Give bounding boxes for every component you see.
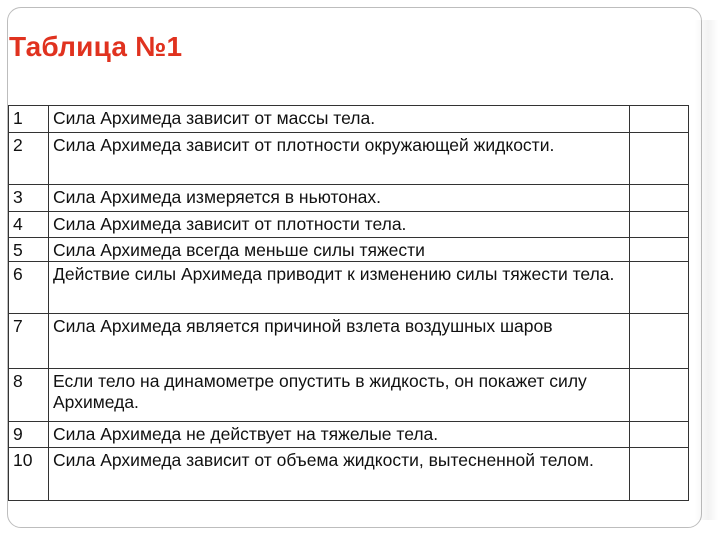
row-number: 10 (9, 448, 49, 501)
table-row (9, 262, 689, 314)
row-number: 3 (9, 185, 49, 212)
answer-cell[interactable] (630, 262, 689, 314)
table-row (9, 369, 689, 422)
answer-cell[interactable] (630, 133, 689, 185)
row-number: 4 (9, 212, 49, 238)
statement-text: Сила Архимеда зависит от объема жидкости, вытесненной телом. (49, 448, 630, 501)
statement-text: Сила Архимеда измеряется в ньютонах. (49, 185, 630, 212)
table-row (9, 133, 689, 185)
statement-text: Сила Архимеда является причиной взлета воздушных шаров (49, 314, 630, 369)
page-title: Таблица №1 (9, 31, 183, 62)
row-number: 5 (9, 238, 49, 262)
statement-text: Действие силы Архимеда приводит к изменению силы тяжести тела. (49, 262, 630, 314)
row-number: 2 (9, 133, 49, 185)
row-number: 9 (9, 422, 49, 448)
statement-text: Сила Архимеда зависит от плотности окружающей жидкости. (49, 133, 630, 185)
statement-text: Сила Архимеда не действует на тяжелые тела. (49, 422, 630, 448)
answer-cell[interactable] (630, 185, 689, 212)
statement-text: Если тело на динамометре опустить в жидкость, он покажет силу Архимеда. (49, 369, 630, 422)
answer-cell[interactable] (630, 106, 689, 133)
answer-cell[interactable] (630, 448, 689, 501)
row-number: 8 (9, 369, 49, 422)
statements-table (8, 105, 689, 501)
table-row (9, 422, 689, 448)
table-row (9, 106, 689, 133)
row-number: 7 (9, 314, 49, 369)
answer-cell[interactable] (630, 238, 689, 262)
table-row (9, 448, 689, 501)
statement-text: Сила Архимеда зависит от плотности тела. (49, 212, 630, 238)
table-row (9, 212, 689, 238)
table-row (9, 238, 689, 262)
answer-cell[interactable] (630, 422, 689, 448)
statement-text: Сила Архимеда всегда меньше силы тяжести (49, 238, 630, 262)
answer-cell[interactable] (630, 369, 689, 422)
answer-cell[interactable] (630, 212, 689, 238)
statement-text: Сила Архимеда зависит от массы тела. (49, 106, 630, 133)
answer-cell[interactable] (630, 314, 689, 369)
table-row (9, 314, 689, 369)
row-number: 6 (9, 262, 49, 314)
table-row (9, 185, 689, 212)
row-number: 1 (9, 106, 49, 133)
